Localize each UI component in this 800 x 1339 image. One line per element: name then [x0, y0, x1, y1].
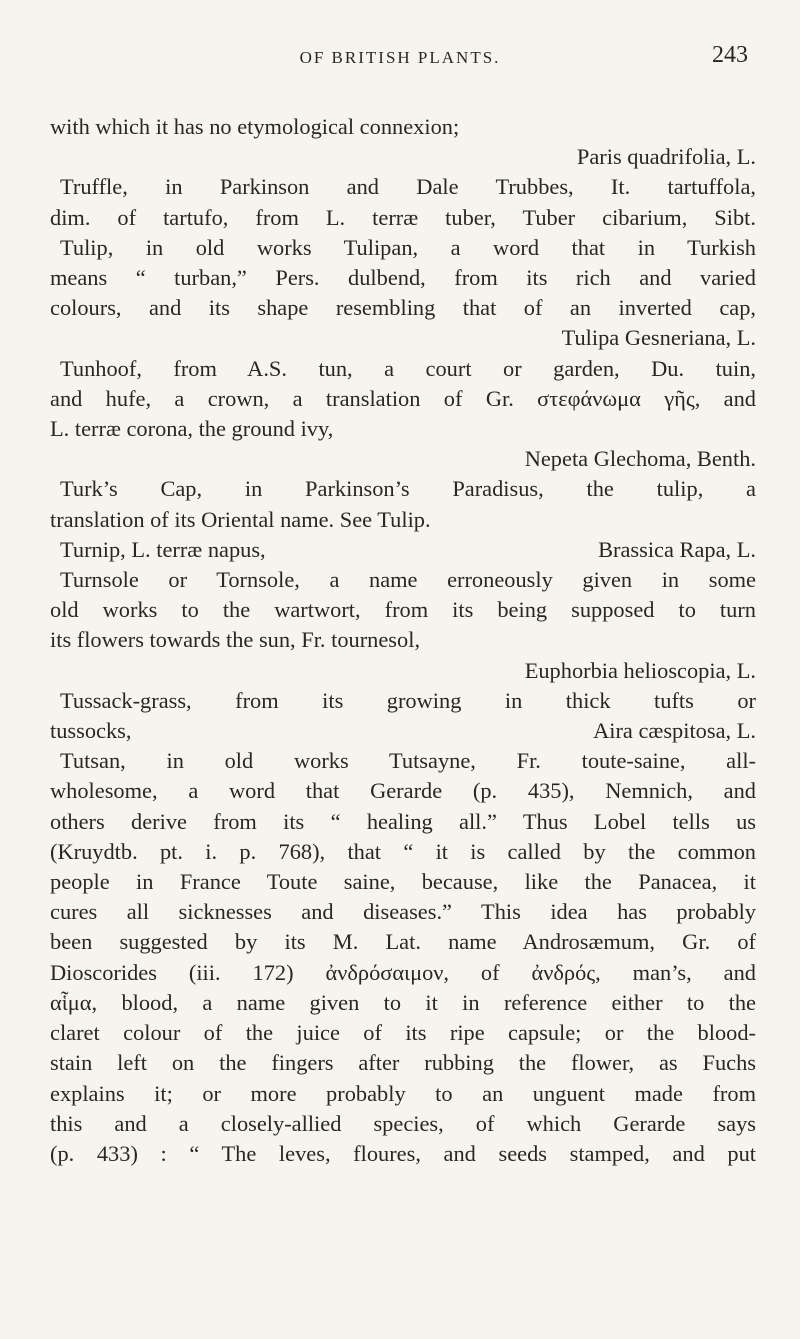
text-line-right: Brassica Rapa, L. [598, 536, 756, 562]
text-line: been suggested by its M. Lat. name Androsæmum, Gr. of [50, 929, 756, 955]
text-line: translation of its Oriental name. See Tulip. [50, 506, 431, 532]
text-line-left: tussocks, [50, 718, 132, 744]
running-title: OF BRITISH PLANTS. [299, 48, 501, 67]
text-line: claret colour of the juice of its ripe capsule; or the blood- [50, 1020, 756, 1046]
text-line: αἷμα, blood, a name given to it in reference either to the [50, 989, 756, 1015]
text-line: Truffle, in Parkinson and Dale Trubbes, It. tartuffola, [60, 174, 756, 200]
text-line: Dioscorides (iii. 172) ἀνδρόσαιμον, of ἀνδρός, man’s, and [50, 959, 756, 985]
text-line: (p. 433) : “ The leves, floures, and seeds stamped, and put [50, 1140, 756, 1166]
text-line: L. terræ corona, the ground ivy, [50, 416, 334, 442]
text-line: Turnsole or Tornsole, a name erroneously given in some [60, 567, 756, 593]
page-header [0, 42, 800, 78]
text-line: and hufe, a crown, a translation of Gr. στεφάνωμα γῆς, and [50, 385, 756, 411]
text-line: Tutsan, in old works Tutsayne, Fr. toute-saine, all- [60, 748, 756, 774]
text-line: Euphorbia helioscopia, L. [524, 657, 756, 683]
text-line-right: Aira cæspitosa, L. [593, 718, 756, 744]
text-line [50, 535, 756, 565]
text-line: its flowers towards the sun, Fr. tournesol, [50, 627, 421, 653]
text-line: Tulip, in old works Tulipan, a word that in Turkish [60, 234, 756, 260]
text-line: Tussack-grass, from its growing in thick tufts or [60, 687, 756, 713]
text-line: colours, and its shape resembling that of an inverted cap, [50, 295, 756, 321]
text-line: means “ turban,” Pers. dulbend, from its rich and varied [50, 265, 756, 291]
text-line: Nepeta Glechoma, Benth. [524, 446, 756, 472]
text-line: cures all sicknesses and diseases.” This idea has probably [50, 899, 756, 925]
text-line: old works to the wartwort, from its being supposed to turn [50, 597, 756, 623]
text-line: dim. of tartufo, from L. terræ tuber, Tuber cibarium, Sibt. [50, 204, 756, 230]
page-number: 243 [712, 42, 748, 68]
text-line: Paris quadrifolia, L. [576, 144, 756, 170]
text-line: stain left on the fingers after rubbing the flower, as Fuchs [50, 1050, 756, 1076]
text-line: people in France Toute saine, because, like the Panacea, it [50, 869, 756, 895]
text-line: Tunhoof, from A.S. tun, a court or garden, Du. tuin, [60, 355, 756, 381]
text-line: others derive from its “ healing all.” Thus Lobel tells us [50, 808, 756, 834]
text-line-left: Turnip, L. terræ napus, [60, 536, 266, 562]
text-line: Tulipa Gesneriana, L. [561, 325, 756, 351]
text-line: with which it has no etymological connexion; [50, 114, 460, 139]
text-line: (Kruydtb. pt. i. p. 768), that “ it is called by the common [50, 838, 756, 864]
text-line: wholesome, a word that Gerarde (p. 435), Nemnich, and [50, 778, 756, 804]
text-line [50, 716, 756, 746]
body-text [50, 112, 756, 1169]
text-line: this and a closely-allied species, of which Gerarde says [50, 1110, 756, 1136]
text-line: explains it; or more probably to an unguent made from [50, 1080, 756, 1106]
text-line: Turk’s Cap, in Parkinson’s Paradisus, the tulip, a [60, 476, 756, 502]
